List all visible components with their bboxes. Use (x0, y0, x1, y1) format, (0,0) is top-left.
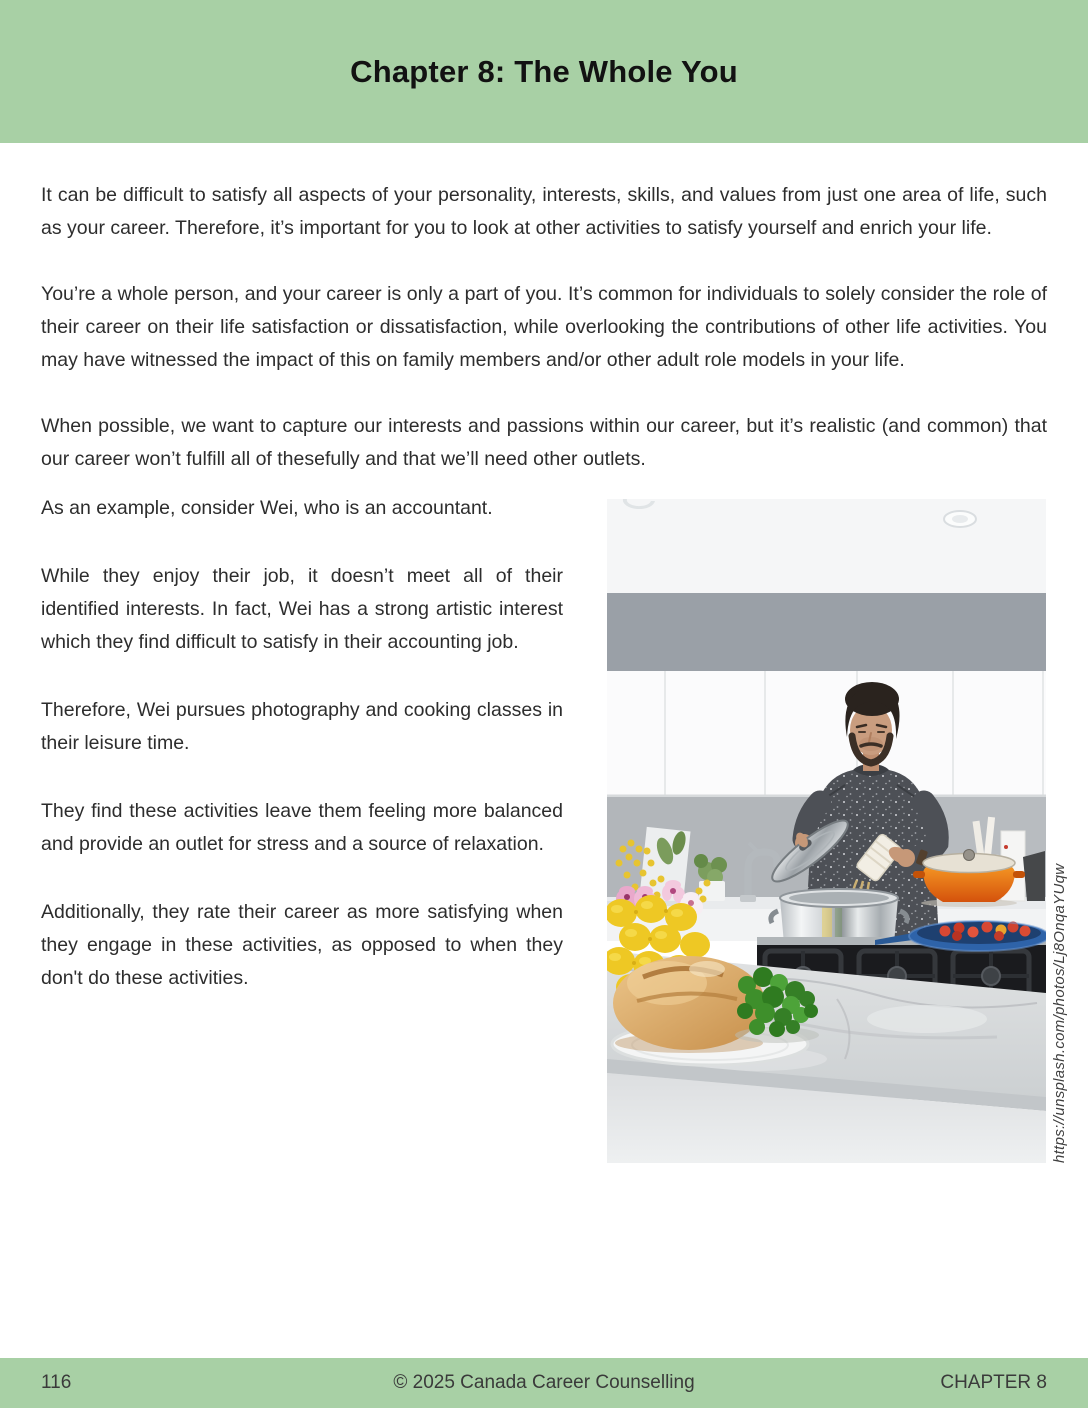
photo-citation: https://unsplash.com/photos/Lj8OnqaYUqw (1051, 863, 1068, 1163)
footer-chapter-label: CHAPTER 8 (940, 1372, 1047, 1393)
example-paragraph-3: Therefore, Wei pursues photography and cooking classes in their leisure time. (41, 699, 563, 754)
intro-paragraph-2: You’re a whole person, and your career is only a part of you. It’s common for individuals to solely consider the role of their career on their life satisfaction or dissatisfaction, while overlooking the contributions of other life activities. You may have witnessed the impact of this on family members and/or other adult role models in your life. (41, 283, 1047, 371)
chapter-header-banner (0, 0, 1088, 143)
footer-copyright: © 2025 Canada Career Counselling (393, 1372, 695, 1393)
page-number: 116 (41, 1372, 72, 1393)
example-paragraph-4: They find these activities leave them feeling more balanced and provide an outlet for stress and a source of relaxation. (41, 800, 563, 855)
page-content (0, 143, 1088, 1163)
intro-paragraph-3: When possible, we want to capture our interests and passions within our career, but it’s realistic (and common) that our career won’t fulfill all of thesefully and that we’ll need other outlets. (41, 415, 1047, 470)
two-column-section (41, 492, 1068, 1163)
example-paragraph-5: Additionally, they rate their career as more satisfying when they engage in these activities, as opposed to when they don't do these activities. (41, 901, 563, 989)
example-paragraph-1: As an example, consider Wei, who is an accountant. (41, 497, 493, 519)
chapter-title: Chapter 8: The Whole You (350, 53, 738, 89)
kitchen-photo-figure (607, 499, 1068, 1163)
kitchen-photo (607, 499, 1046, 1163)
example-text-column (41, 492, 563, 1163)
intro-paragraph-1: It can be difficult to satisfy all aspects of your personality, interests, skills, and values from just one area of life, such as your career. Therefore, it’s important for you to look at other activities to satisfy yourself and enrich your life. (41, 184, 1047, 239)
example-paragraph-2: While they enjoy their job, it doesn’t meet all of their identified interests. In fact, Wei has a strong artistic interest which they find difficult to satisfy in their accounting job. (41, 565, 563, 653)
page-footer (0, 1358, 1088, 1408)
